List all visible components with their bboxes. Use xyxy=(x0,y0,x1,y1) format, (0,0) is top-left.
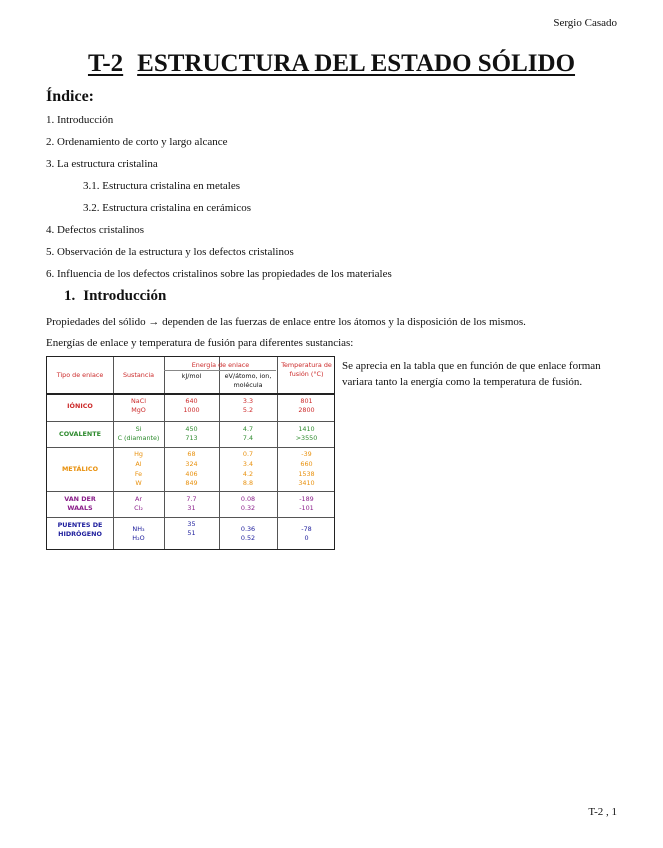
table-commentary: Se aprecia en la tabla que en función de que enlace forman variara tanto la energía como la temperatura de fusión. xyxy=(342,360,601,388)
section-number: 1. xyxy=(64,288,76,304)
row-metalico-tipo: METÁLICO xyxy=(61,465,99,473)
row-puentes-temp: -78 0 xyxy=(301,525,312,542)
title-text: ESTRUCTURA DEL ESTADO SÓLIDO xyxy=(137,50,576,77)
row-metalico-sustancias: Hg Al Fe W xyxy=(134,450,143,488)
row-puentes-sustancias: NH₃ H₂O xyxy=(132,525,145,542)
header-kj-mol: kJ/mol xyxy=(181,372,202,380)
row-covalente-sustancias: Si C (diamante) xyxy=(117,425,160,442)
row-ionico-kj: 640 1000 xyxy=(183,397,200,414)
row-metalico-kj: 68 324 406 849 xyxy=(185,450,198,488)
page-title xyxy=(0,50,663,78)
section-title: Introducción xyxy=(83,288,167,304)
header-temperatura-fusion: Temperatura de fusión (°C) xyxy=(281,361,332,378)
row-puentes-ev: 0.36 0.52 xyxy=(240,525,256,542)
row-ionico-ev: 3.3 5.2 xyxy=(242,397,254,414)
section-heading-introduccion xyxy=(64,288,166,305)
row-vanderwaals-temp: -189 -101 xyxy=(299,495,314,512)
row-covalente-kj: 450 713 xyxy=(185,425,198,442)
index-heading: Índice: xyxy=(46,88,94,105)
row-metalico-ev: 0.7 3.4 4.2 8.8 xyxy=(242,450,254,488)
row-vanderwaals-kj: 7.7 31 xyxy=(186,495,197,512)
row-covalente-ev: 4.7 7.4 xyxy=(242,425,254,442)
row-vanderwaals-sustancias: Ar Cl₂ xyxy=(134,495,143,512)
index-item-4: 4. Defectos cristalinos xyxy=(46,224,145,236)
paragraph-properties-end: dependen de las fuerzas de enlace entre los átomos y la disposición de los mismos. xyxy=(159,316,526,328)
row-puentes-kj: 35 51 xyxy=(187,520,196,537)
row-puentes-tipo: PUENTES DE HIDRÓGENO xyxy=(57,521,103,538)
author-name: Sergio Casado xyxy=(553,17,617,29)
row-vanderwaals-tipo: VAN DER WAALS xyxy=(64,495,96,512)
row-ionico-temp: 801 2800 xyxy=(298,397,315,414)
index-item-2: 2. Ordenamiento de corto y largo alcance xyxy=(46,136,228,148)
header-energia-enlace: Energía de enlace xyxy=(191,361,250,369)
index-item-3: 3. La estructura cristalina xyxy=(46,158,158,170)
right-arrow-icon: → xyxy=(148,316,160,328)
paragraph-properties-start: Propiedades del sólido xyxy=(46,316,149,328)
index-item-1: 1. Introducción xyxy=(46,114,114,126)
paragraph-table-caption: Energías de enlace y temperatura de fusión para diferentes sustancias: xyxy=(46,337,354,349)
paragraph-properties xyxy=(46,316,526,328)
header-ev-atomo: eV/átomo, ion, molécula xyxy=(224,372,272,389)
header-sustancia: Sustancia xyxy=(122,371,155,379)
index-item-5: 5. Observación de la estructura y los defectos cristalinos xyxy=(46,246,294,258)
row-covalente-temp: 1410 >3550 xyxy=(295,425,318,442)
header-tipo-enlace: Tipo de enlace xyxy=(56,371,104,379)
index-item-6: 6. Influencia de los defectos cristalinos sobre las propiedades de los materiales xyxy=(46,268,392,280)
row-ionico-tipo: IÓNICO xyxy=(67,402,93,410)
bond-energy-table xyxy=(46,356,335,550)
row-ionico-sustancias: NaCl MgO xyxy=(131,397,146,414)
row-metalico-temp: -39 660 1538 3410 xyxy=(298,450,315,488)
title-number: T-2 xyxy=(87,50,124,77)
row-covalente-tipo: COVALENTE xyxy=(59,430,101,438)
index-item-3-1: 3.1. Estructura cristalina en metales xyxy=(83,180,240,192)
index-item-3-2: 3.2. Estructura cristalina en cerámicos xyxy=(83,202,251,214)
page-number: T-2 , 1 xyxy=(588,806,617,818)
row-vanderwaals-ev: 0.08 0.32 xyxy=(240,495,256,512)
